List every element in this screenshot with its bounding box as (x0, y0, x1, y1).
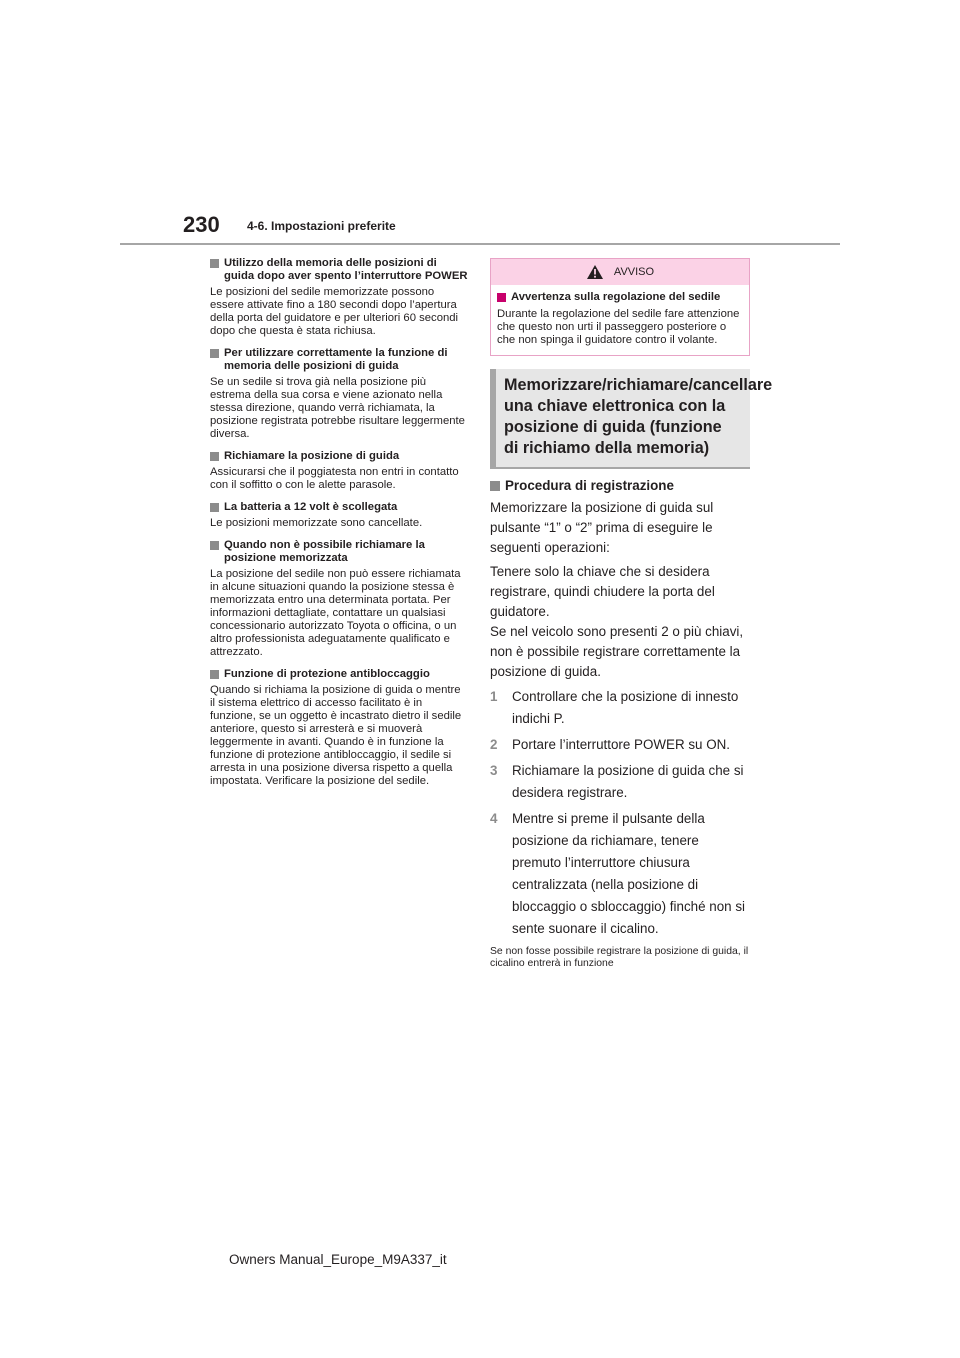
warning-box (490, 258, 750, 356)
procedure-heading: Procedura di registrazione (490, 478, 750, 494)
right-column (490, 258, 773, 970)
warning-header (491, 259, 749, 285)
procedure-step (490, 760, 750, 804)
info-block-heading: Funzione di protezione antibloccaggio (210, 668, 468, 681)
info-block-text: Le posizioni del sedile memorizzate possono essere attivate fino a 180 secondi dopo l’apertura della porta del guidatore e per ulteriori 60 secondi dopo che questa è stata richiusa. (210, 286, 459, 337)
info-block (210, 668, 468, 788)
procedure-step (490, 734, 750, 756)
info-block (210, 501, 468, 530)
procedure-paragraph: Tenere solo la chiave che si desidera registrare, quindi chiudere la porta del guidatore. (490, 564, 715, 619)
procedure-paragraph: Se nel veicolo sono presenti 2 o più chiavi, non è possibile registrare correttamente la posizione di guida. (490, 624, 744, 679)
step-number: 4 (490, 811, 498, 826)
warning-triangle-icon (586, 264, 604, 280)
step-text: Controllare che la posizione di innesto indichi P. (512, 689, 739, 726)
info-block (210, 450, 468, 492)
info-block-text: Le posizioni memorizzate sono cancellate. (210, 517, 423, 529)
step-number: 1 (490, 689, 498, 704)
warning-body (491, 285, 749, 355)
section-title: 4-6. Impostazioni preferite (247, 219, 396, 233)
info-block (210, 539, 468, 659)
step-text: Portare l’interruttore POWER su ON. (512, 737, 731, 752)
warning-label: AVVISO (613, 266, 655, 278)
info-block-text: La posizione del sedile non può essere richiamata in alcune situazioni quando la posizione stessa è memorizzata entro una determinata portata. Per informazioni dettagliate, contattare un qualsiasi concessionario autorizzato Toyota o officina, o un altro professionista adeguatamente qualificato e attrezzato. (210, 568, 461, 658)
footer-doc-id: Owners Manual_Europe_M9A337_it (229, 1252, 447, 1267)
step-number: 3 (490, 763, 498, 778)
section-heading: Memorizzare/richiamare/cancellare una chiave elettronica con la posizione di guida (funzione di richiamo della memoria) (504, 376, 773, 457)
procedure-intro: Memorizzare la posizione di guida sul pulsante “1” o “2” prima di eseguire le seguenti operazioni: (490, 500, 714, 555)
step-number: 2 (490, 737, 498, 752)
section-heading-box (490, 369, 773, 469)
header-divider (120, 243, 840, 245)
info-block (210, 347, 468, 441)
info-block-heading: Quando non è possibile richiamare la posizione memorizzata (210, 539, 468, 565)
left-column (210, 257, 468, 797)
info-block (210, 257, 468, 338)
info-block-heading: Utilizzo della memoria delle posizioni di guida dopo aver spento l’interruttore POWER (210, 257, 468, 283)
info-block-heading: Per utilizzare correttamente la funzione di memoria delle posizioni di guida (210, 347, 468, 373)
step-text: Richiamare la posizione di guida che si desidera registrare. (512, 763, 744, 800)
step-text: Mentre si preme il pulsante della posizione da richiamare, tenere premuto l’interruttore chiusura centralizzata (nella posizione di bloccaggio o sbloccaggio) finché non si sente suonare il cicalino. (512, 811, 745, 936)
warning-text: Durante la regolazione del sedile fare attenzione che questo non urti il passeggero posteriore o che non spinga il guidatore contro il volante. (497, 308, 740, 346)
page-number: 230 (183, 212, 220, 237)
procedure-step (490, 808, 750, 940)
info-block-text: Assicurarsi che il poggiatesta non entri in contatto con il soffitto o con le alette parasole. (210, 466, 459, 491)
info-block-text: Se un sedile si trova già nella posizione più estrema della sua corsa e viene azionato nella stessa direzione, quando verrà richiamata, la posizione registrata potrebbe risultare leggermente diversa. (210, 376, 465, 440)
procedure-step (490, 686, 750, 730)
info-block-heading: Richiamare la posizione di guida (210, 450, 468, 463)
info-block-heading: La batteria a 12 volt è scollegata (210, 501, 468, 514)
info-block-text: Quando si richiama la posizione di guida o mentre il sistema elettrico di accesso facilitato è in funzione, se un oggetto è incastrato dietro il sedile anteriore, questo si arresterà e si muoverà leggermente in avanti. Quando è in funzione la funzione di protezione antibloccaggio, il sedile si arresta in una posizione diversa rispetto a quella impostata. Verificare la posizione del sedile. (210, 684, 462, 787)
warning-heading: Avvertenza sulla regolazione del sedile (497, 291, 741, 304)
procedure-note: Se non fosse possibile registrare la posizione di guida, il cicalino entrerà in funzione (490, 946, 749, 969)
